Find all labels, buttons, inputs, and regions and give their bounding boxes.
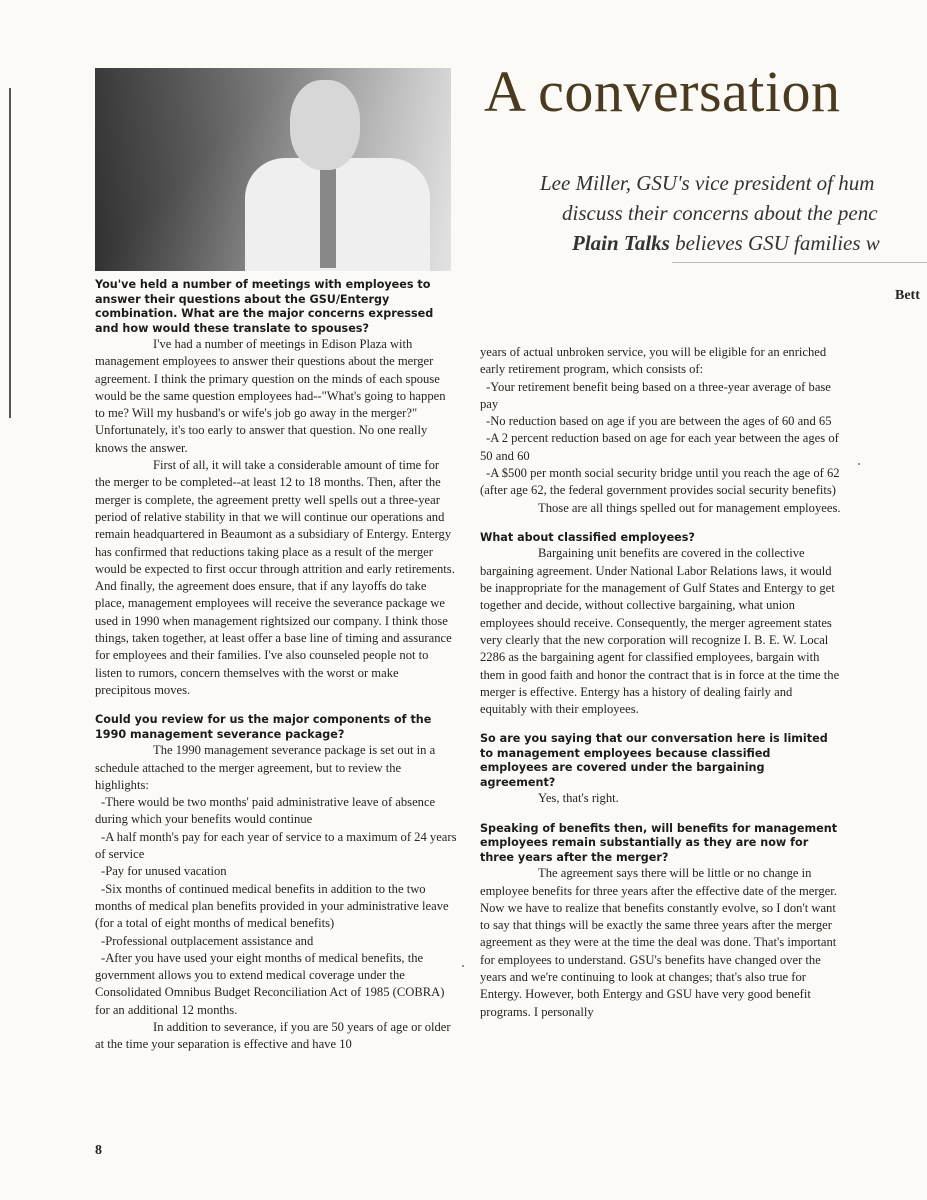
subtitle-line: discuss their concerns about the penc <box>562 201 878 225</box>
paragraph: -Your retirement benefit being based on a three-year average of base pay <box>480 379 831 411</box>
page-number: 8 <box>95 1143 102 1158</box>
photo-figure-tie <box>320 168 336 268</box>
question-heading: What about classified employees? <box>480 530 695 544</box>
paragraph: First of all, it will take a considerable amount of time for the merger to be completed--at least 12 to 18 months. Then, after the merger is complete, the agreement pretty well spells out a three-year period of relative stability in that we will continue our operations and remain headquartered in Beaumont as a subsidiary of Entergy. Entergy has confirmed that reductions taking place as a result of the merger would be expected to first occur through attrition and early retirements. And finally, the agreement does ensure, that if any layoffs do take place, management employees will receive the severance package we used in 1990 when management rightsized our company. I think those things, taken together, at least offer a base line of timing and assurance for employees and their families. I've also counseled people not to listen to rumors, concern themselves with the worst or make precipitous moves. <box>95 458 455 697</box>
paragraph: -Six months of continued medical benefits in addition to the two months of medical plan benefits provided in your administrative leave (for a total of eight months of medical benefits) <box>95 881 449 931</box>
photo-figure-head <box>290 80 360 170</box>
publication-name: Plain Talks <box>572 231 670 255</box>
scan-speck <box>462 965 464 967</box>
question-heading: You've held a number of meetings with employees to answer their questions about the GSU/Entergy combination. What are the major concerns expressed and how would these translate to spouses? <box>95 278 434 335</box>
paragraph: -A 2 percent reduction based on age for each year between the ages of 50 and 60 <box>480 431 839 463</box>
article-subtitle <box>540 168 927 258</box>
paragraph: -Professional outplacement assistance and <box>101 933 314 948</box>
subtitle-line: Lee Miller, GSU's vice president of hum <box>540 171 875 195</box>
subtitle-line-rest: believes GSU families w <box>669 231 880 255</box>
paragraph: -Pay for unused vacation <box>101 864 227 879</box>
scan-edge-line <box>9 88 11 418</box>
article-title: A conversation <box>484 59 841 124</box>
question-heading: Could you review for us the major components of the 1990 management severance package? <box>95 713 432 741</box>
left-column <box>95 278 457 1054</box>
paragraph: I've had a number of meetings in Edison Plaza with management employees to answer their questions about the merger agreement. I think the primary question on the minds of each spouse would be the same question employees had--"What's going to happen to me? Will my husband's or wife's job go away in the merger?" Unfortunately, it's too early to answer that question. No one really knows the answer. <box>95 337 446 455</box>
subtitle-line <box>540 228 927 258</box>
paragraph: -After you have used your eight months of medical benefits, the government allows you to extend medical coverage under the Consolidated Omnibus Budget Reconciliation Act of 1985 (COBRA) for an additional 12 months. <box>95 950 445 1017</box>
paragraph: In addition to severance, if you are 50 years of age or older at the time your separation is effective and have 10 <box>95 1019 451 1052</box>
scan-speck <box>858 463 860 465</box>
paragraph: Yes, that's right. <box>538 791 619 806</box>
question-heading: Speaking of benefits then, will benefits for management employees remain substantially as they are now for three years after the merger? <box>480 821 838 864</box>
divider-rule <box>672 262 927 263</box>
paragraph: Bargaining unit benefits are covered in the collective bargaining agreement. Under National Labor Relations laws, it would be inappropriate for the management of Gulf States and Entergy to get together and decide, without collective bargaining, what union employees should receive. Consequently, the merger agreement states very clearly that the new corporation will recognize I. B. E. W. Local 2286 as the bargaining agent for classified employees, bargain with them in good faith and honor the contract that is in force at the time the merger is effective. Entergy has a history of dealing fairly and equitably with their employees. <box>480 546 840 717</box>
photo-figure-body <box>245 158 430 271</box>
photo-lee-miller <box>95 68 451 271</box>
paragraph: The agreement says there will be little or no change in employee benefits for three years after the effective date of the merger. Now we have to realize that benefits constantly evolve, so I don't want to say that things will be exactly the same three years after the merger agreement as they were at the time the deal was done. That's important for employees to understand. GSU's benefits have changed over the years and we're continuing to look at changes; that's also true for Entergy. However, both Entergy and GSU have very good benefit programs. I personally <box>480 866 837 1019</box>
paragraph: -There would be two months' paid administrative leave of absence during which your benefits would continue <box>95 795 436 827</box>
right-column <box>480 344 842 1021</box>
paragraph: -No reduction based on age if you are between the ages of 60 and 65 <box>486 414 832 429</box>
paragraph: Those are all things spelled out for management employees. <box>538 500 841 515</box>
paragraph: years of actual unbroken service, you will be eligible for an enriched early retirement program, which consists of: <box>480 345 827 377</box>
question-heading: So are you saying that our conversation here is limited to management employees because classified employees are covered under the bargaining agreement? <box>480 732 828 789</box>
byline: Bett <box>895 288 920 303</box>
paragraph: -A half month's pay for each year of service to a maximum of 24 years of service <box>95 829 457 862</box>
paragraph: -A $500 per month social security bridge until you reach the age of 62 (after age 62, the federal government provides social security benefits) <box>480 466 840 498</box>
paragraph: The 1990 management severance package is set out in a schedule attached to the merger agreement, but to review the highlights: <box>95 743 436 792</box>
